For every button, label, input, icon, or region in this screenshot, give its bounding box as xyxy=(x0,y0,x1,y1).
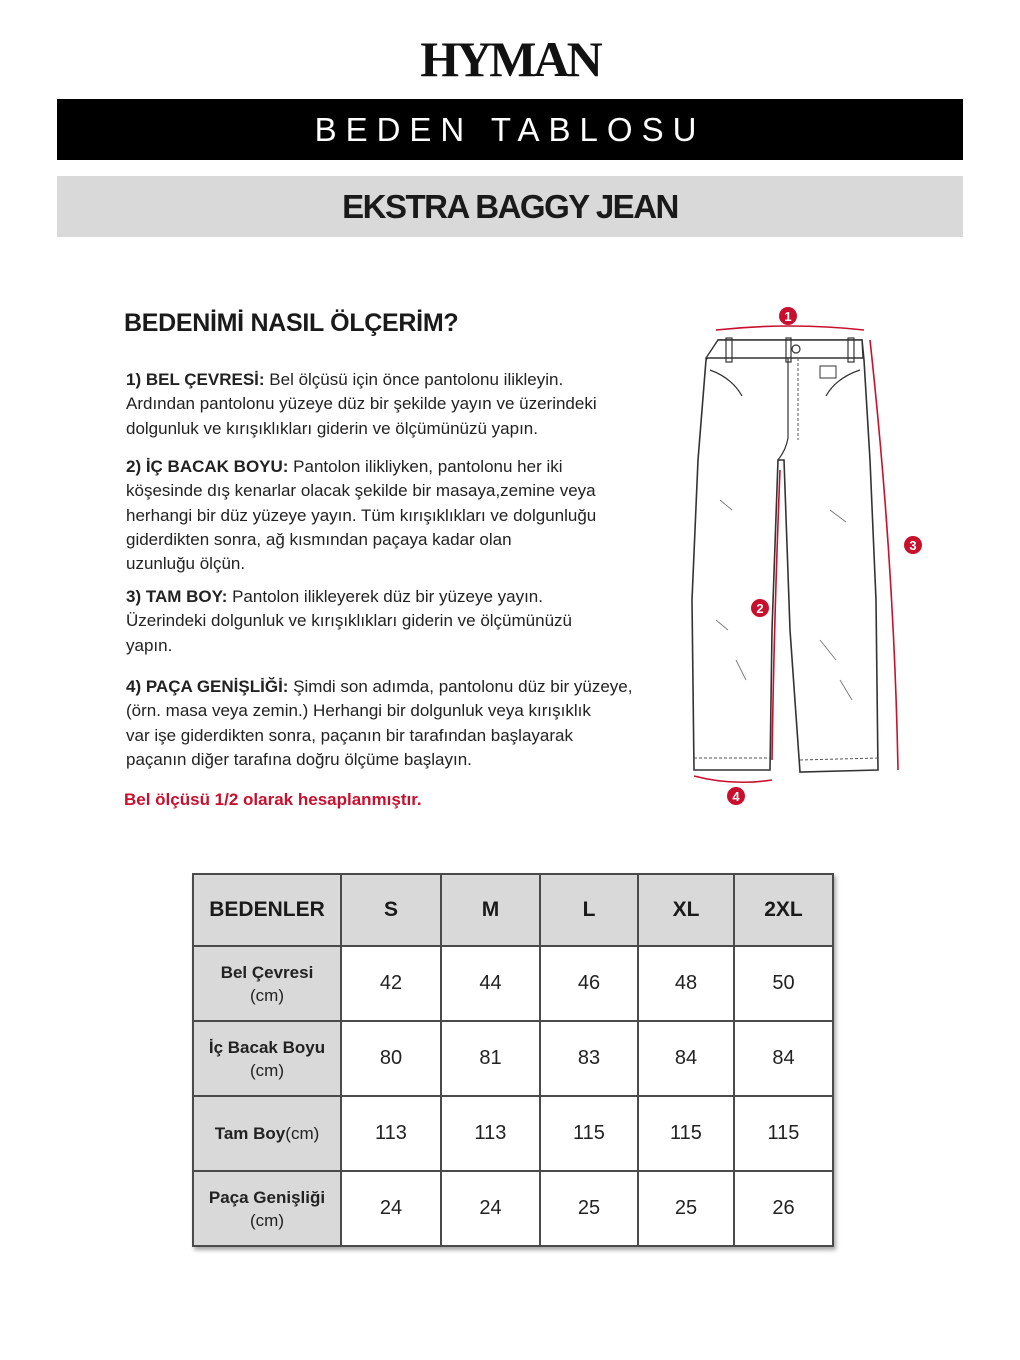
step-full-length xyxy=(126,585,686,658)
table-cell: 113 xyxy=(441,1096,540,1171)
row-label-unit: (cm) xyxy=(250,985,284,1005)
step-text: paçanın diğer tarafına doğru ölçüme başlayın. xyxy=(126,749,472,769)
row-label-text: İç Bacak Boyu xyxy=(208,1037,326,1057)
step-text: Bel ölçüsü için önce pantolonu ilikleyin. xyxy=(264,370,564,389)
brand-logo: HYMAN xyxy=(420,31,600,87)
table-cell: 84 xyxy=(638,1021,734,1096)
table-cell: 46 xyxy=(540,946,638,1021)
header-cell: BEDENLER xyxy=(193,874,341,946)
table-row xyxy=(193,946,833,1021)
marker-2: 2 xyxy=(756,601,764,616)
step-text: herhangi bir düz yüzeye yayın. Tüm kırışıklıkları ve dolgunluğu xyxy=(126,505,597,525)
step-text: Üzerindeki dolgunluk ve kırışıklıkları giderin ve ölçümünüzü xyxy=(126,611,572,631)
table-cell: 48 xyxy=(638,946,734,1021)
title-bar xyxy=(57,99,963,160)
row-label xyxy=(193,1171,341,1246)
step-waist xyxy=(126,368,686,441)
table-row xyxy=(193,1171,833,1246)
table-cell: 115 xyxy=(540,1096,638,1171)
table-cell: 42 xyxy=(341,946,441,1021)
step-text: dolgunluk ve kırışıklıkları giderin ve ölçümünüzü yapın. xyxy=(126,418,538,438)
row-label xyxy=(193,1021,341,1096)
step-text: Şimdi son adımda, pantolonu düz bir yüzeye, xyxy=(288,677,633,696)
table-cell: 44 xyxy=(441,946,540,1021)
title-bar-text: BEDEN TABLOSU xyxy=(314,110,706,148)
product-bar xyxy=(57,176,963,237)
table-cell: 26 xyxy=(734,1171,833,1246)
step-inseam xyxy=(126,455,686,576)
row-label xyxy=(193,946,341,1021)
step-label: 1) BEL ÇEVRESİ: xyxy=(126,370,265,389)
marker-3: 3 xyxy=(909,538,917,553)
header-cell: L xyxy=(540,874,638,946)
row-label-unit: (cm) xyxy=(250,1060,284,1080)
waist-note: Bel ölçüsü 1/2 olarak hesaplanmıştır. xyxy=(124,790,422,809)
step-label: 2) İÇ BACAK BOYU: xyxy=(126,457,289,476)
row-label-unit: (cm) xyxy=(250,1210,284,1230)
table-cell: 25 xyxy=(540,1171,638,1246)
table-cell: 84 xyxy=(734,1021,833,1096)
step-text: Pantolon ilikleyerek düz bir yüzeye yayın. xyxy=(227,587,543,606)
marker-4: 4 xyxy=(732,789,740,804)
step-leg-opening xyxy=(126,675,686,772)
step-text: köşesinde dış kenarlar olacak şekilde bir masaya,zemine veya xyxy=(126,481,596,501)
step-label: 4) PAÇA GENİŞLİĞİ: xyxy=(126,677,289,696)
row-label-unit: (cm) xyxy=(285,1124,320,1143)
row-label xyxy=(193,1096,341,1171)
header-cell: XL xyxy=(638,874,734,946)
row-label-text: Tam Boy xyxy=(214,1124,286,1143)
row-label-text: Paça Genişliği xyxy=(208,1187,326,1207)
step-text: uzunluğu ölçün. xyxy=(126,554,246,574)
table-header-row xyxy=(193,874,833,946)
table-cell: 25 xyxy=(638,1171,734,1246)
howto-title: BEDENİMİ NASIL ÖLÇERİM? xyxy=(124,309,459,337)
table-cell: 24 xyxy=(441,1171,540,1246)
table-row xyxy=(193,1021,833,1096)
table-cell: 115 xyxy=(638,1096,734,1171)
jeans-outline-icon xyxy=(680,300,940,820)
row-label-text: Bel Çevresi xyxy=(220,962,314,982)
step-text: yapın. xyxy=(126,635,173,655)
table-cell: 83 xyxy=(540,1021,638,1096)
marker-1: 1 xyxy=(784,309,792,324)
table-cell: 80 xyxy=(341,1021,441,1096)
table-cell: 24 xyxy=(341,1171,441,1246)
size-table xyxy=(192,873,834,1247)
table-cell: 50 xyxy=(734,946,833,1021)
step-text: Pantolon ilikliyken, pantolonu her iki xyxy=(288,457,563,476)
step-text: var işe giderdikten sonra, paçanın bir tarafından başlayarak xyxy=(126,725,573,745)
header-cell: 2XL xyxy=(734,874,833,946)
header-cell: M xyxy=(441,874,540,946)
step-text: (örn. masa veya zemin.) Herhangi bir dolgunluk veya kırışıklık xyxy=(126,701,591,721)
table-cell: 81 xyxy=(441,1021,540,1096)
table-cell: 115 xyxy=(734,1096,833,1171)
table-cell: 113 xyxy=(341,1096,441,1171)
step-text: giderdikten sonra, ağ kısmından paçaya kadar olan xyxy=(126,529,512,549)
step-label: 3) TAM BOY: xyxy=(126,587,228,606)
step-text: Ardından pantolonu yüzeye düz bir şekilde yayın ve üzerindeki xyxy=(126,394,597,414)
table-row xyxy=(193,1096,833,1171)
product-name: EKSTRA BAGGY JEAN xyxy=(342,187,678,225)
header-cell: S xyxy=(341,874,441,946)
